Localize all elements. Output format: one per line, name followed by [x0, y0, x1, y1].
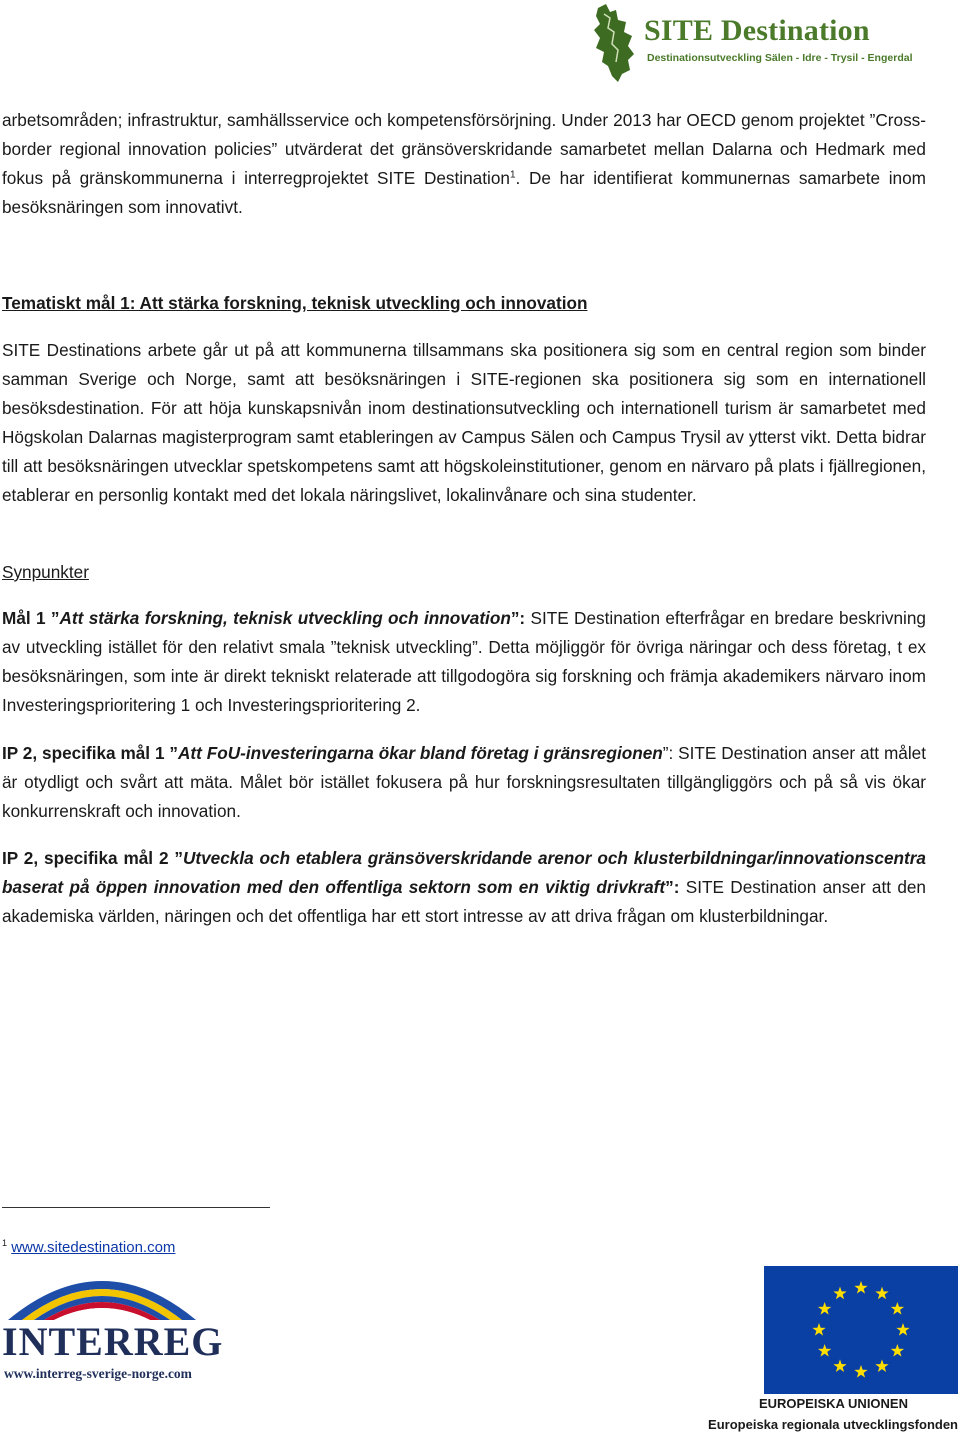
ip2-mal2-text: SITE Destination anser att den akademiska världen, näringen och det offentliga har ett stort intresse av att driva frågan om klusterbildningar. — [2, 877, 926, 926]
footnote-link[interactable]: www.sitedestination.com — [11, 1239, 176, 1256]
eu-star — [875, 1287, 888, 1300]
logo-tagline: Destinationsutveckling Sälen - Idre - Trysil - Engerdal — [647, 52, 913, 64]
eu-star — [854, 1365, 867, 1378]
eu-star — [875, 1359, 888, 1372]
interreg-wordmark: INTERREG — [2, 1319, 224, 1364]
eu-star — [818, 1344, 831, 1357]
mal1-lead-end: ”: — [510, 608, 526, 628]
ip2-mal1-text: : SITE Destination anser att målet är otydligt och svårt att mäta. Målet bör istället fokusera på hur forskningsresultaten tillgängliggörs och på så vis ökar konkurrenskraft och innovation. — [2, 743, 926, 821]
eu-star — [896, 1323, 909, 1336]
section-heading: Tematiskt mål 1: Att stärka forskning, teknisk utveckling och innovation — [2, 293, 588, 313]
logo-brand-text: SITE Destination — [644, 14, 870, 47]
interreg-arc-icon — [2, 1262, 202, 1322]
footnote-number: 1 — [2, 1238, 8, 1248]
eu-star — [812, 1323, 825, 1336]
mal1-lead: Mål 1 ” — [2, 608, 60, 628]
eu-star — [854, 1281, 867, 1294]
ip2-mal2-lead: IP 2, specifika mål 2 ” — [2, 848, 183, 868]
eu-star — [833, 1359, 846, 1372]
tree-map-icon — [588, 2, 644, 82]
eu-label: EUROPEISKA UNIONEN — [758, 1396, 908, 1411]
eu-fund-label: Europeiska regionala utvecklingsfonden — [708, 1417, 958, 1432]
interreg-logo — [2, 1262, 224, 1402]
ip2-mal1-lead-end: ” — [662, 743, 669, 763]
paragraph-mal1 — [2, 604, 926, 720]
eu-stars-icon — [764, 1266, 958, 1394]
paragraph-intro-text-after: . De har identifierat kommunernas samarbete inom besöksnäringen som innovativt. — [2, 168, 926, 217]
footnote — [2, 1238, 175, 1258]
ip2-mal2-lead-title: Utveckla och etablera gränsöverskridande arenor och klusterbildningar/innovationscentra baserat på öppen innovation med den offentliga sektorn som en viktig drivkraft — [2, 848, 926, 897]
mal1-text: SITE Destination efterfrågar en bredare beskrivning av utveckling istället för den relativt smala ”teknisk utveckling”. Detta möjliggör för övriga näringar och dess företag, t ex besöksnäringen, som inte är direkt tekniskt relaterade att tillgodogöra sig forskning och främja akademikers närvaro inom Investeringsprioritering 1 och Investeringsprioritering 2. — [2, 608, 926, 715]
paragraph-intro — [2, 106, 926, 222]
eu-star — [818, 1302, 831, 1315]
eu-star — [833, 1287, 846, 1300]
synpunkter-heading: Synpunkter — [2, 562, 89, 582]
ip2-mal1-lead-title: Att FoU-investeringarna ökar bland företag i gränsregionen — [177, 743, 663, 763]
site-destination-logo — [588, 2, 933, 82]
interreg-url: www.interreg-sverige-norge.com — [4, 1366, 192, 1381]
mal1-lead-title: Att stärka forskning, teknisk utveckling och innovation — [59, 608, 511, 628]
footnote-ref[interactable]: 1 — [509, 169, 516, 181]
ip2-mal2-lead-end: ”: — [665, 877, 680, 897]
paragraph-ip2-mal1 — [2, 739, 926, 826]
ip2-mal1-lead: IP 2, specifika mål 1 ” — [2, 743, 178, 763]
paragraph-intro-text: arbetsområden; infrastruktur, samhällsservice och kompetensförsörjning. Under 2013 har OECD genom projektet ”Cross-border regional innovation policies” utvärderat det gränsöverskridande samarbetet mellan Dalarna och Hedmark med fokus på gränskommunerna i interregprojektet SITE Destination — [2, 110, 926, 188]
eu-star — [891, 1344, 904, 1357]
eu-flag — [764, 1266, 958, 1394]
eu-star — [891, 1302, 904, 1315]
paragraph-site-work: SITE Destinations arbete går ut på att kommunerna tillsammans ska positionera sig som en central region som binder samman Sverige och Norge, samt att besöksnäringen i SITE-regionen ska positionera sig som en internationell besöksdestination. För att höja kunskapsnivån inom destinationsutveckling och internationell turism är samarbetet med Högskolan Dalarnas magisterprogram samt etableringen av Campus Sälen och Campus Trysil av ytterst vikt. Detta bidrar till att besöksnäringen utvecklar spetskompetens samt att högskoleinstitutioner, genom en närvaro på plats i fjällregionen, etablerar en personlig kontakt med det lokala näringslivet, lokalinvånare och sina studenter. — [2, 340, 926, 505]
footnote-divider — [2, 1207, 270, 1208]
paragraph-ip2-mal2 — [2, 844, 926, 931]
